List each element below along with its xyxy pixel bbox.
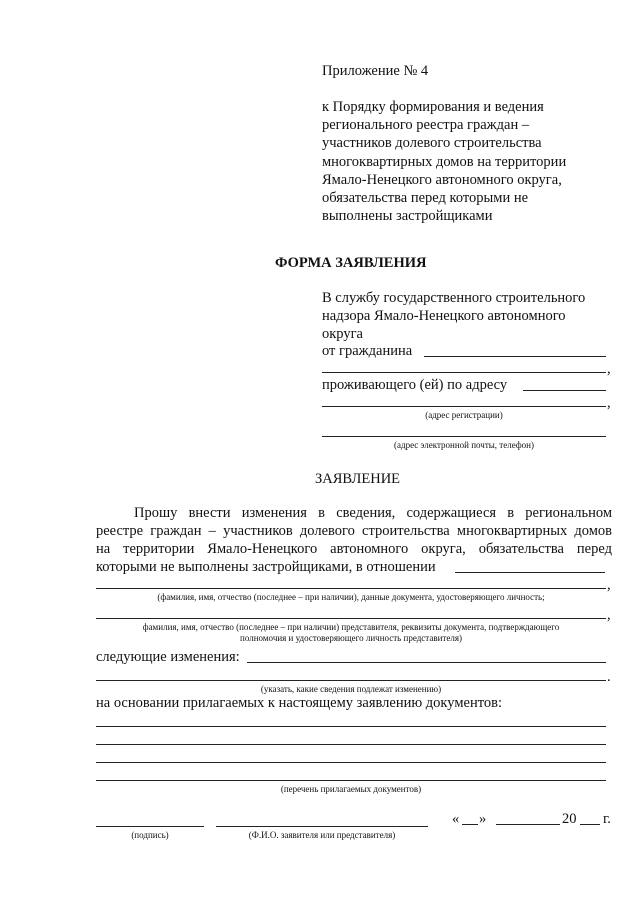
applicant-field-2[interactable] [96, 588, 606, 589]
body-line: реестре граждан – участников долевого строительства многоквартирных домов [96, 523, 612, 539]
changes-caption: (указать, какие сведения подлежат изменению) [260, 684, 442, 694]
changes-field-2[interactable] [96, 680, 606, 681]
month-field[interactable] [496, 824, 560, 825]
appendix-title: Приложение № 4 [322, 63, 429, 79]
citizen-name-field-2[interactable] [322, 372, 606, 373]
comma: , [607, 577, 611, 593]
applicant-field[interactable] [455, 572, 605, 573]
appendix-line: обязательства перед которыми не [322, 190, 529, 207]
body-line: на территории Ямало-Ненецкого автономного округа, обязательства перед [96, 541, 612, 557]
form-title: ФОРМА ЗАЯВЛЕНИЯ [275, 255, 427, 271]
comma: , [607, 395, 611, 411]
appendix-line: многоквартирных домов на территории [322, 153, 567, 170]
appendix-line: к Порядку формирования и ведения [322, 99, 544, 115]
full-name-field[interactable] [216, 826, 428, 827]
year-field[interactable] [580, 824, 600, 825]
contacts-caption: (адрес электронной почты, телефон) [394, 440, 534, 450]
representative-caption: фамилия, имя, отчество (последнее – при наличии) представителя, реквизиты документа, подтверждающего [142, 622, 560, 632]
documents-field[interactable] [96, 762, 606, 763]
body-line: Прошу внести изменения в сведения, содержащиеся в региональном [134, 505, 612, 521]
appendix-reference [322, 98, 622, 225]
day-field[interactable] [462, 824, 478, 825]
comma: , [607, 607, 611, 623]
appendix-line: участников долевого строительства [322, 135, 542, 152]
appendix-line: регионального реестра граждан – [322, 117, 530, 134]
signature-caption: (подпись) [131, 830, 169, 840]
documents-caption: (перечень прилагаемых документов) [280, 784, 422, 794]
period: . [607, 669, 611, 685]
citizen-name-field[interactable] [424, 356, 606, 357]
residing-label: проживающего (ей) по адресу [322, 377, 508, 393]
year-prefix: 20 [562, 811, 577, 827]
appendix-line: выполнены застройщиками [322, 208, 493, 225]
documents-field[interactable] [96, 780, 606, 781]
addressee-line: округа [322, 326, 363, 342]
quote-close: » [479, 811, 487, 827]
address-field[interactable] [523, 390, 606, 391]
representative-caption: полномочия и удостоверяющего личность представителя) [240, 633, 462, 643]
signature-field[interactable] [96, 826, 204, 827]
statement-title: ЗАЯВЛЕНИЕ [315, 471, 401, 487]
documents-field[interactable] [96, 726, 606, 727]
basis-line: на основании прилагаемых к настоящему заявлению документов: [96, 695, 502, 711]
representative-field[interactable] [96, 618, 606, 619]
quote-open: « [452, 811, 460, 827]
changes-label: следующие изменения: [96, 649, 240, 665]
appendix-line: Ямало-Ненецкого автономного округа, [322, 171, 562, 188]
addressee-line: В службу государственного строительного [322, 290, 586, 306]
applicant-caption: (фамилия, имя, отчество (последнее – при наличии), данные документа, удостоверяющего личность; [157, 592, 545, 602]
changes-field[interactable] [247, 662, 606, 663]
documents-field[interactable] [96, 744, 606, 745]
addressee-block [322, 289, 622, 343]
address-field-2[interactable] [322, 406, 606, 407]
comma: , [607, 361, 611, 377]
year-suffix: г. [603, 811, 611, 827]
address-caption: (адрес регистрации) [425, 410, 503, 420]
addressee-line: надзора Ямало-Ненецкого автономного [322, 308, 566, 324]
contacts-field[interactable] [322, 436, 606, 437]
full-name-caption: (Ф.И.О. заявителя или представителя) [248, 830, 396, 840]
from-citizen-label: от гражданина [322, 343, 413, 359]
body-line: которыми не выполнены застройщиками, в отношении [96, 559, 436, 575]
